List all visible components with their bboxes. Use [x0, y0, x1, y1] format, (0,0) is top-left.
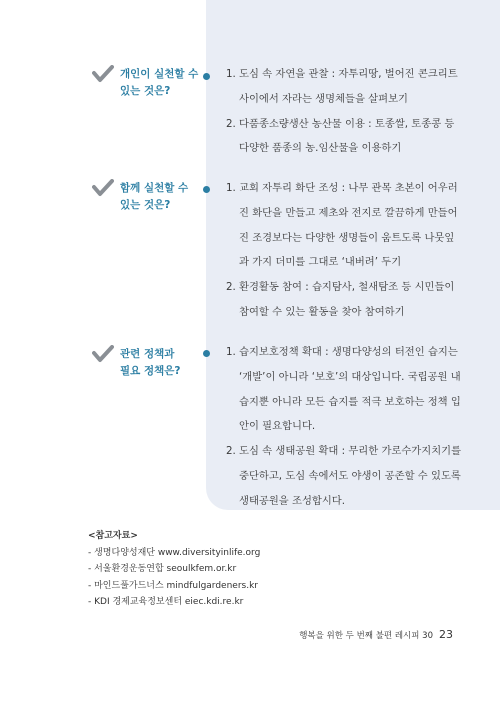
- reference-item: - KDI 경제교육정보센터 eiec.kdi.re.kr: [88, 597, 244, 607]
- section-label-line2: 필요 정책은?: [120, 365, 181, 377]
- section-label-line2: 있는 것은?: [120, 199, 171, 211]
- list-item: [226, 340, 462, 439]
- item-number: 2.: [226, 281, 236, 294]
- list-item: [226, 62, 462, 112]
- item-number: 2.: [226, 117, 236, 130]
- reference-item: - 서울환경운동연합 seoulkfem.or.kr: [88, 564, 237, 574]
- bullet-dot: [203, 73, 210, 80]
- item-number: 1.: [226, 346, 236, 358]
- list-item: [226, 112, 462, 162]
- section-label-policy: [92, 346, 210, 380]
- section-label-line1: 함께 실천할 수: [120, 182, 189, 194]
- item-text: 습지보호정책 확대 : 생명다양성의 터전인 습지는 ‘개발’이 아니라 ‘보호’의 대상입니다. 국립공원 내 습지뿐 아니라 모든 습지를 적극 보호하는 정책 입안이 필요합니다.: [239, 346, 461, 433]
- page-footer: [299, 628, 453, 641]
- page-number: 23: [439, 628, 453, 641]
- section-label-line1: 관련 정책과: [120, 348, 175, 360]
- list-item: [226, 176, 462, 275]
- checkmark-icon: [92, 179, 114, 197]
- section-label-line1: 개인이 실천할 수: [120, 68, 199, 80]
- section-label-line2: 있는 것은?: [120, 85, 171, 97]
- references-title: <참고자료>: [88, 531, 138, 541]
- item-text: 교회 자투리 화단 조성 : 나무 관목 초본이 어우러진 화단을 만들고 제초와 전지로 깔끔하게 만들어진 조경보다는 다양한 생명들이 움트도록 나뭇잎과 가지 더미를 그대로 ‘내버려’ 두기: [239, 182, 458, 269]
- item-number: 1.: [226, 68, 236, 80]
- section-items-together: [226, 176, 462, 325]
- section-items-policy: [226, 340, 462, 514]
- bullet-dot: [203, 186, 210, 193]
- section-label-together: [92, 180, 210, 214]
- item-text: 도심 속 생태공원 확대 : 무리한 가로수가지치기를 중단하고, 도심 속에서도 야생이 공존할 수 있도록 생태공원을 조성합시다.: [239, 445, 462, 507]
- checkmark-icon: [92, 345, 114, 363]
- footer-title: 행복을 위한 두 번째 불편 레시피 30: [299, 631, 433, 641]
- reference-item: - 생명다양성재단 www.diversityinlife.org: [88, 547, 261, 558]
- references: [88, 528, 260, 611]
- reference-item: - 마인드풀가드너스 mindfulgardeners.kr: [88, 580, 259, 591]
- bullet-dot: [203, 350, 210, 357]
- list-item: [226, 275, 462, 325]
- section-items-individual: [226, 62, 462, 161]
- checkmark-icon: [92, 65, 114, 83]
- item-number: 2.: [226, 445, 236, 458]
- item-text: 다품종소량생산 농산물 이용 : 토종쌀, 토종콩 등 다양한 품종의 농.임산물을 이용하기: [239, 117, 455, 155]
- item-number: 1.: [226, 182, 236, 194]
- list-item: [226, 439, 462, 513]
- section-label-individual: [92, 66, 210, 100]
- item-text: 환경활동 참여 : 습지탐사, 철새탐조 등 시민들이 참여할 수 있는 활동을 찾아 참여하기: [239, 281, 455, 318]
- item-text: 도심 속 자연을 관찰 : 자투리땅, 벌어진 콘크리트 사이에서 자라는 생명체들을 살펴보기: [239, 68, 458, 105]
